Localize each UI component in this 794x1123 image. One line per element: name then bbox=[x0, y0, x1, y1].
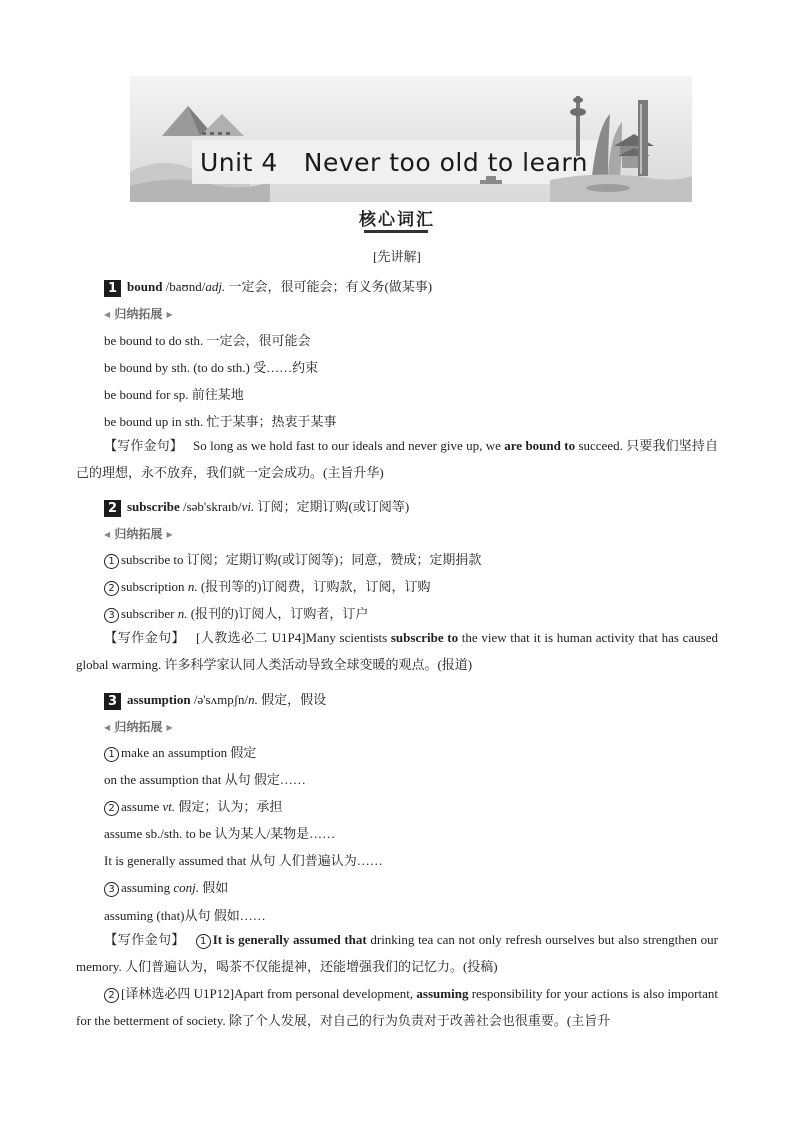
unit-banner bbox=[130, 76, 692, 202]
phonetic: /səb'skraɪb/ bbox=[182, 499, 242, 514]
circled-number: 2 bbox=[104, 988, 119, 1003]
left-triangle-icon: ◀ bbox=[104, 723, 111, 732]
phrase-line: be bound up in sth. 忙于某事；热衷于某事 bbox=[104, 414, 337, 429]
phrase-line: It is generally assumed that 从句 人们普遍认为…… bbox=[104, 853, 383, 868]
phrase-line: assume sb./sth. to be 认为某人/某物是…… bbox=[104, 826, 336, 841]
meaning: 假定，假设 bbox=[261, 692, 327, 707]
jinju-label: 【写作金句】 bbox=[104, 438, 183, 453]
unit-title: Never too old to learn bbox=[303, 148, 589, 177]
word-entry-header bbox=[104, 496, 409, 517]
circled-number: 3 bbox=[104, 882, 119, 897]
section-title: 核心词汇 bbox=[359, 210, 435, 230]
circled-number: 1 bbox=[104, 747, 119, 762]
phrase-line: on the assumption that 从句 假定…… bbox=[104, 772, 306, 787]
word-entry-header bbox=[104, 276, 432, 297]
example-sentence: 【写作金句】 So long as we hold fast to our ideals and never give up, we are bound to succeed. 只要我们坚持自己的理想，永不放弃，我们就一定会成功。(主旨升华) bbox=[76, 438, 718, 480]
circled-number: 1 bbox=[196, 934, 211, 949]
meaning: 订阅；定期订购(或订阅等) bbox=[257, 499, 410, 514]
left-triangle-icon: ◀ bbox=[104, 530, 111, 539]
phrase-line: 3 subscriber n. (报刊的)订阅人，订购者，订户 bbox=[104, 603, 368, 623]
phrase-line: 2 subscription n. (报刊等的)订阅费，订购款，订阅，订购 bbox=[104, 576, 430, 596]
landmark-illustration bbox=[130, 76, 692, 202]
phrase-line: be bound to do sth. 一定会，很可能会 bbox=[104, 333, 311, 348]
phonetic: /ə'sʌmpʃn/ bbox=[193, 692, 249, 707]
phrase-line: be bound for sp. 前往某地 bbox=[104, 387, 244, 402]
example-sentence: 【写作金句】 [人教选必二 U1P4]Many scientists subscribe to the view that it is human activity that has caused global warming. 许多科学家认同人类活动导致全球变暖的观点。(报道) bbox=[76, 630, 718, 672]
word-number-badge: 3 bbox=[104, 693, 121, 710]
phrase-line: 2 assume vt. 假定；认为；承担 bbox=[104, 796, 282, 816]
circled-number: 2 bbox=[104, 581, 119, 596]
example-sentence: 【写作金句】 1 It is generally assumed that drinking tea can not only refresh ourselves but also strengthen our memory. 人们普遍认为，喝茶不仅能提神，还能增强我们的记忆力。(投稿) bbox=[76, 932, 719, 974]
phrase-line: be bound by sth. (to do sth.) 受……约束 bbox=[104, 360, 319, 375]
sub-title: [先讲解] bbox=[373, 249, 421, 264]
phrase-line: assuming (that)从句 假如…… bbox=[104, 908, 266, 923]
phrase-line: 1 make an assumption 假定 bbox=[104, 742, 256, 762]
section-underline bbox=[364, 230, 428, 233]
word-number-badge: 2 bbox=[104, 500, 121, 517]
phrase-line: 3 assuming conj. 假如 bbox=[104, 877, 228, 897]
phonetic: /baʊnd/ bbox=[165, 279, 206, 294]
headword: subscribe bbox=[127, 499, 180, 514]
phrase-line: 1 subscribe to 订阅；定期订购(或订阅等)；同意，赞成；定期捐款 bbox=[104, 549, 481, 569]
extension-label: ◀ 归纳拓展 ▶ bbox=[104, 527, 173, 541]
right-triangle-icon: ▶ bbox=[166, 530, 173, 539]
word-number-badge: 1 bbox=[104, 280, 121, 297]
example-sentence: 2 [译林选必四 U1P12]Apart from personal development, assuming responsibility for your actions is also important for the betterment of society. 除了个人发展，对自己的行为负责对于改善社会也很重要。(主旨升 bbox=[76, 986, 718, 1028]
part-of-speech: n. bbox=[248, 692, 258, 707]
headword: bound bbox=[127, 279, 163, 294]
extension-label: ◀ 归纳拓展 ▶ bbox=[104, 720, 173, 734]
circled-number: 3 bbox=[104, 608, 119, 623]
part-of-speech: vi. bbox=[241, 499, 255, 514]
left-triangle-icon: ◀ bbox=[104, 310, 111, 319]
right-triangle-icon: ▶ bbox=[166, 723, 173, 732]
jinju-label: 【写作金句】 bbox=[104, 932, 185, 947]
part-of-speech: adj. bbox=[205, 279, 226, 294]
extension-label: ◀ 归纳拓展 ▶ bbox=[104, 307, 173, 321]
unit-label: Unit 4 bbox=[200, 148, 278, 177]
banner-title bbox=[200, 148, 588, 177]
word-entry-header bbox=[104, 689, 326, 710]
meaning: 一定会，很可能会；有义务(做某事) bbox=[228, 279, 433, 294]
right-triangle-icon: ▶ bbox=[166, 310, 173, 319]
circled-number: 1 bbox=[104, 554, 119, 569]
jinju-label: 【写作金句】 bbox=[104, 630, 185, 645]
headword: assumption bbox=[127, 692, 191, 707]
circled-number: 2 bbox=[104, 801, 119, 816]
